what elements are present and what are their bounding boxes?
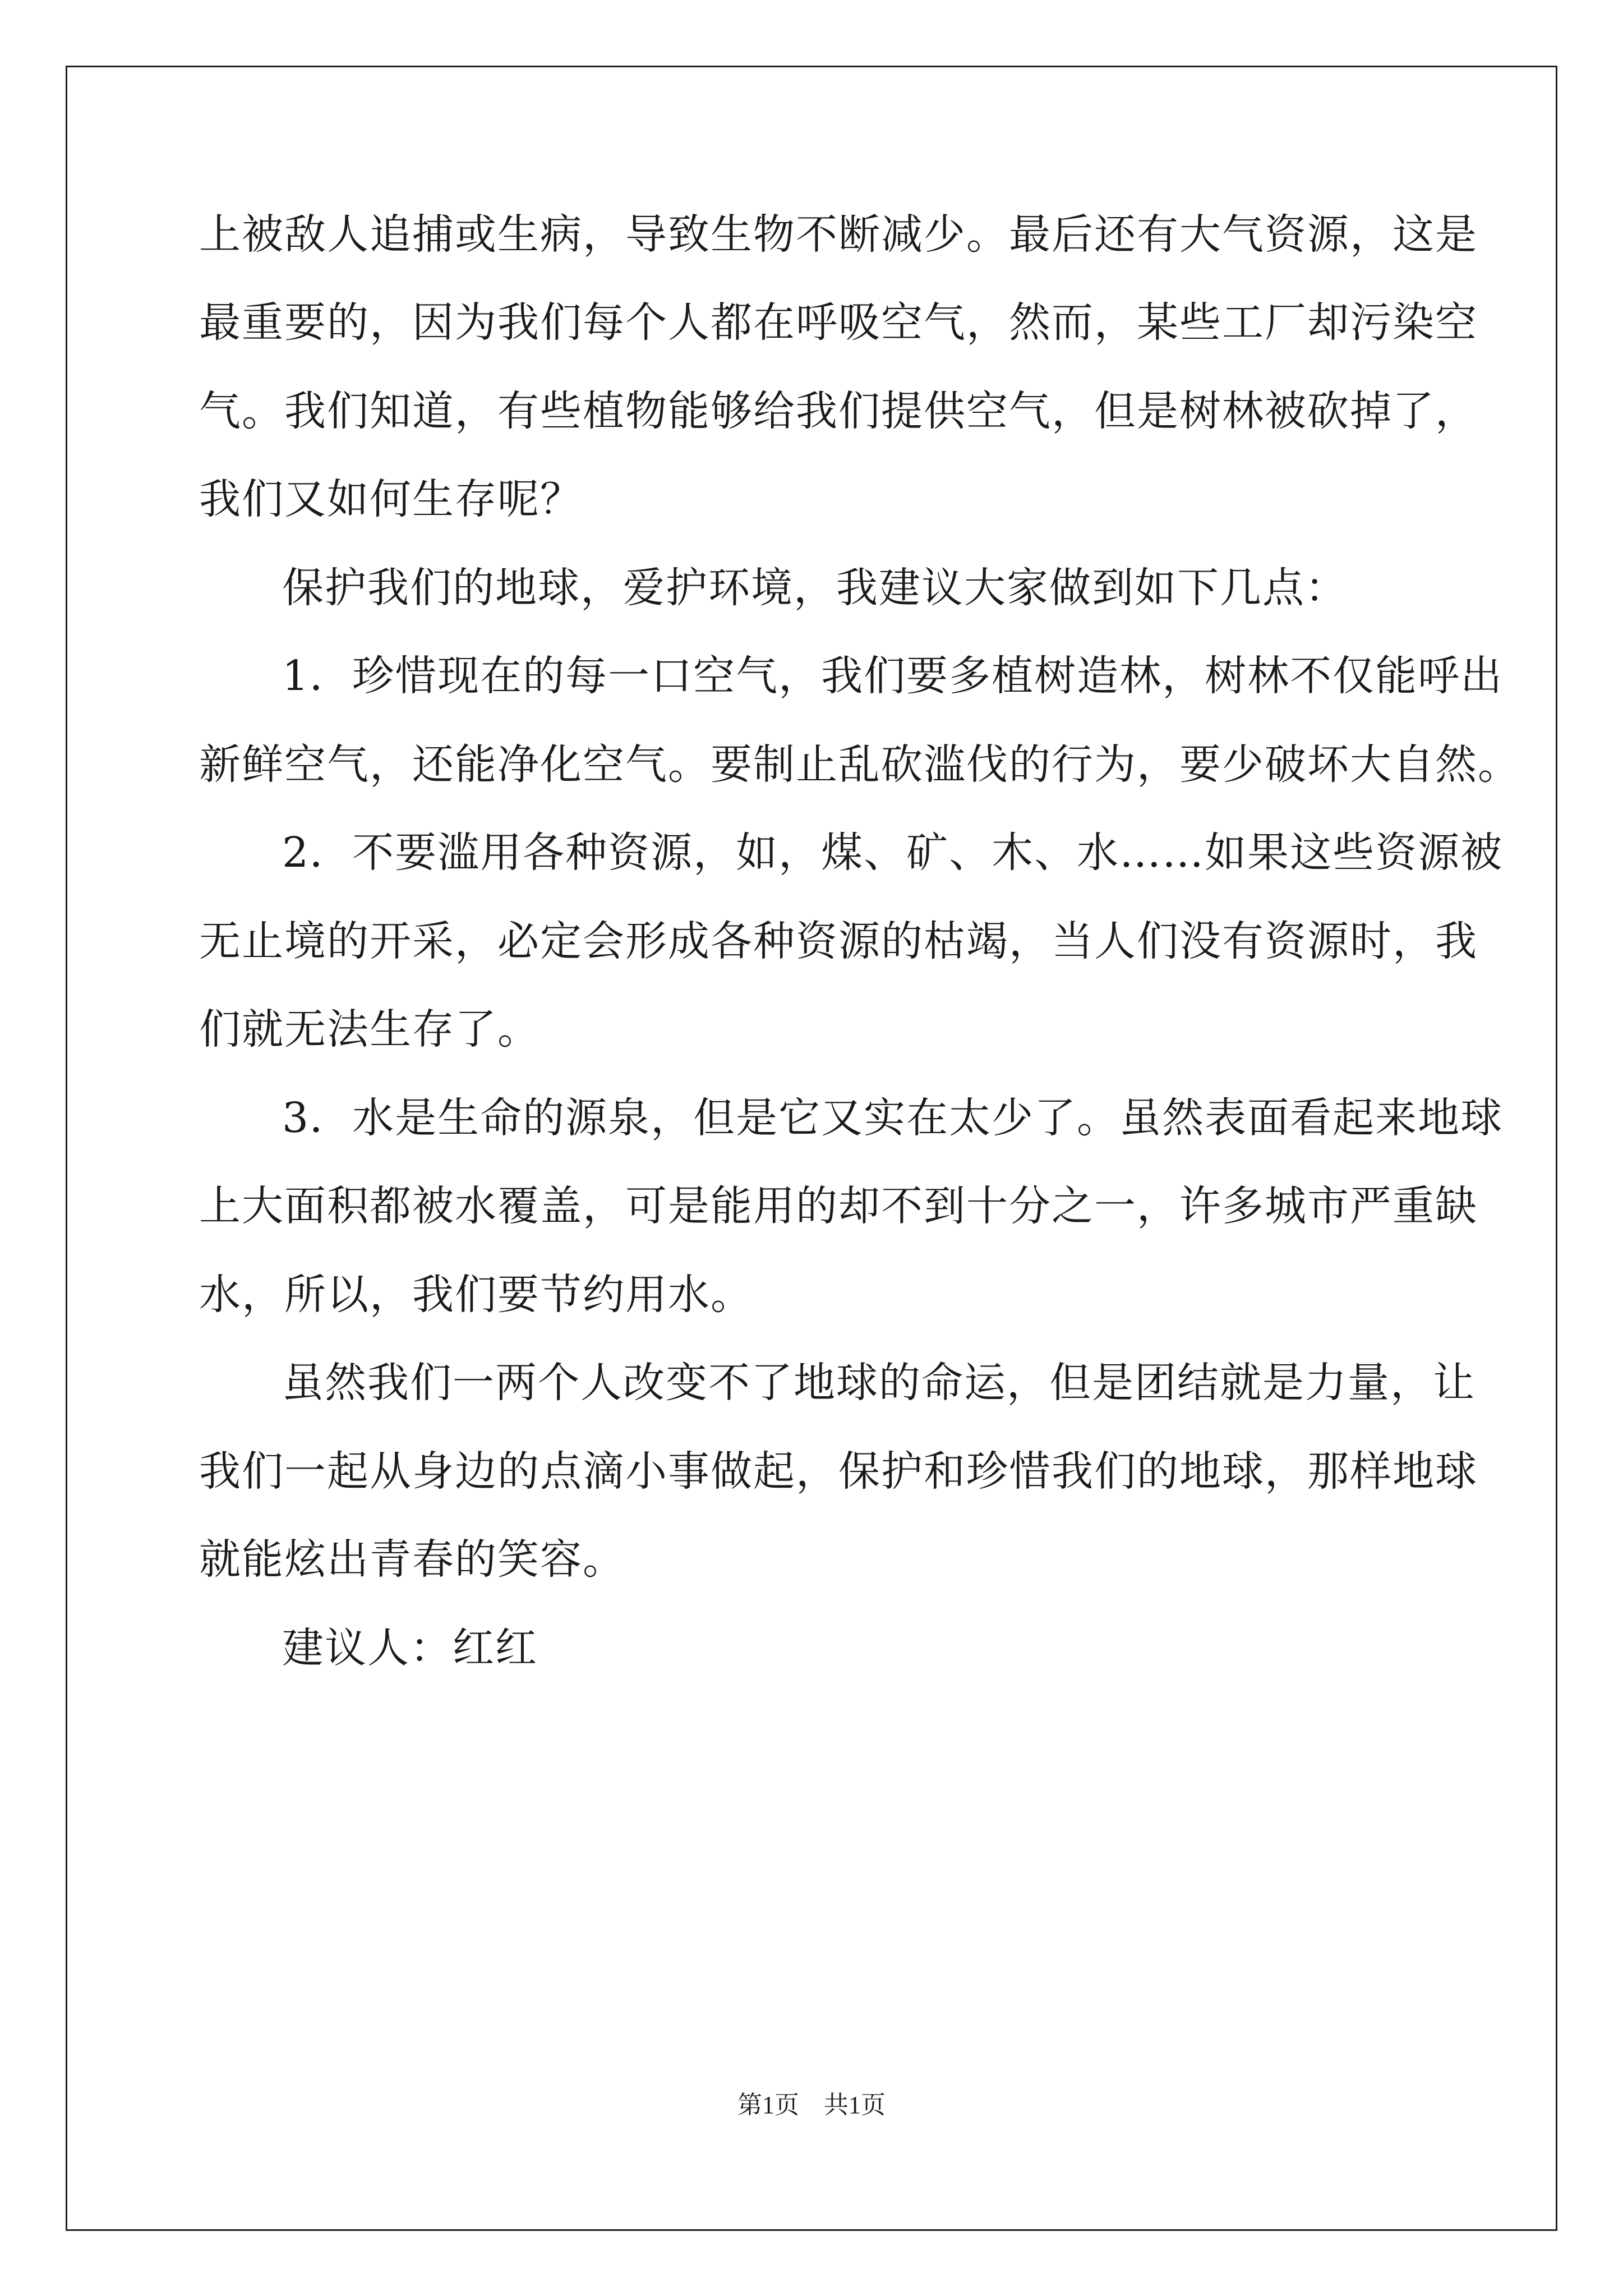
paragraph-conclusion: 虽然我们一两个人改变不了地球的命运，但是团结就是力量，让 — [282, 1359, 1476, 1407]
signature-line: 建议人：红红 — [282, 1624, 538, 1672]
text-line: 上大面积都被水覆盖，可是能用的却不到十分之一，许多城市严重缺 — [199, 1182, 1478, 1230]
text-line: 上被敌人追捕或生病，导致生物不断减少。最后还有大气资源，这是 — [199, 210, 1478, 259]
text-line: 最重要的，因为我们每个人都在呼吸空气，然而，某些工厂却污染空 — [199, 298, 1478, 347]
text-line: 我们一起从身边的点滴小事做起，保护和珍惜我们的地球，那样地球 — [199, 1447, 1478, 1496]
text-line: 就能炫出青春的笑容。 — [199, 1535, 625, 1584]
list-item-1: 1．珍惜现在的每一口空气，我们要多植树造林，树林不仅能呼出 — [282, 652, 1504, 700]
text-line: 我们又如何生存呢？ — [199, 475, 583, 523]
text-line: 新鲜空气，还能净化空气。要制止乱砍滥伐的行为，要少破坏大自然。 — [199, 740, 1520, 789]
list-item-2: 2．不要滥用各种资源，如，煤、矿、木、水……如果这些资源被 — [282, 829, 1504, 877]
page-number: 第1页 共1页 — [737, 2091, 886, 2119]
page-footer — [0, 2088, 1623, 2122]
text-line: 气。我们知道，有些植物能够给我们提供空气，但是树林被砍掉了， — [199, 387, 1478, 435]
text-line: 无止境的开采，必定会形成各种资源的枯竭，当人们没有资源时，我 — [199, 917, 1478, 965]
text-line: 水，所以，我们要节约用水。 — [199, 1271, 753, 1319]
text-line: 们就无法生存了。 — [199, 1005, 540, 1053]
list-item-3: 3．水是生命的源泉，但是它又实在太少了。虽然表面看起来地球 — [282, 1094, 1504, 1142]
paragraph-proposal-intro: 保护我们的地球，爱护环境，我建议大家做到如下几点： — [282, 564, 1348, 612]
